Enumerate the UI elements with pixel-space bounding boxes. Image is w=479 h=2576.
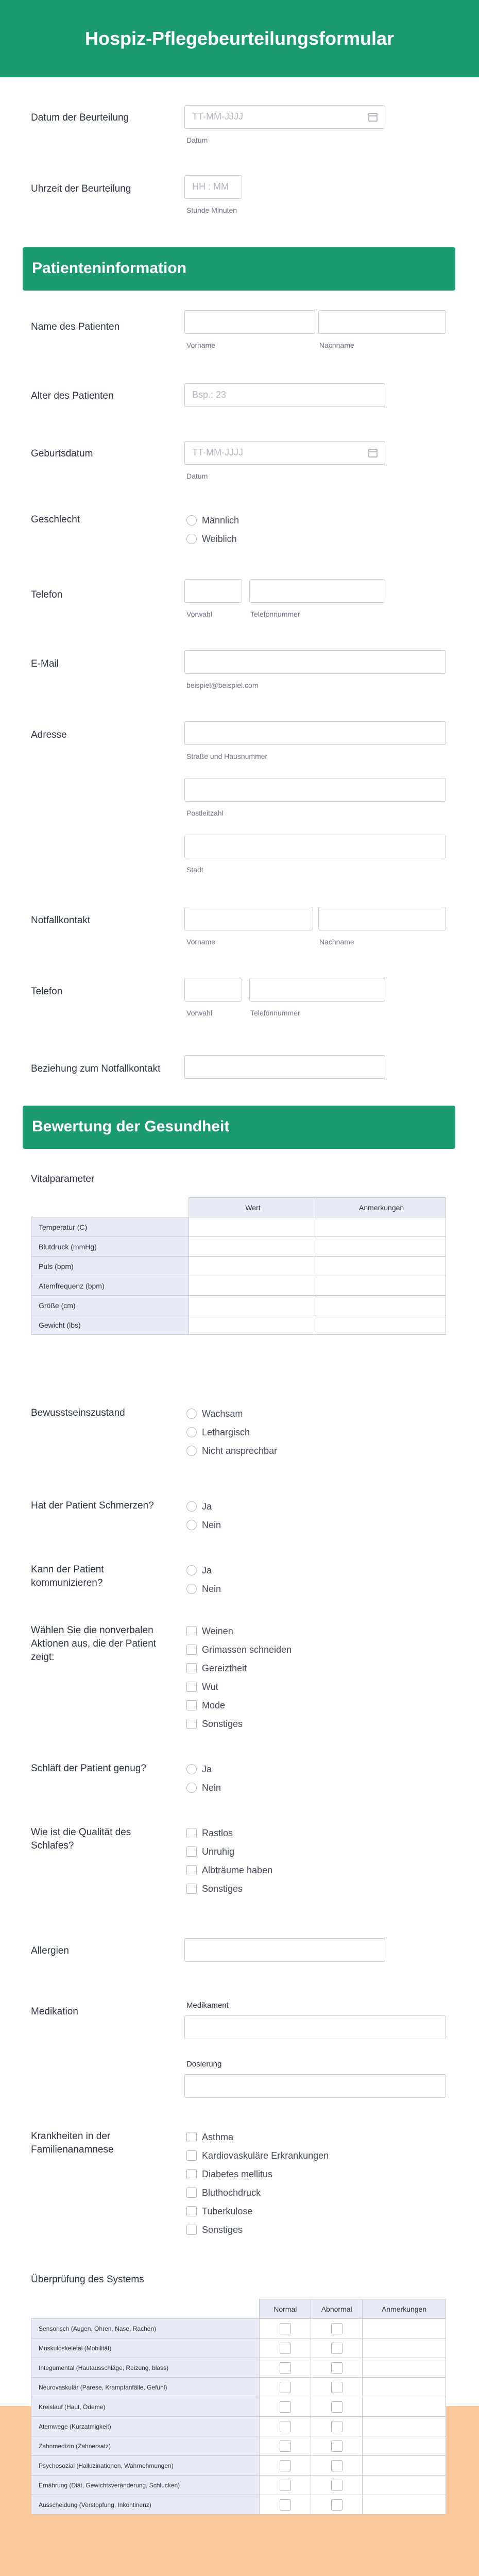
vitals-row-label: Gewicht (lbs) bbox=[31, 1315, 189, 1335]
sleep-quality-option[interactable]: Albträume haben bbox=[186, 1864, 272, 1876]
vitals-value-cell[interactable] bbox=[189, 1276, 317, 1296]
vitals-notes-cell[interactable] bbox=[317, 1315, 446, 1335]
assessment-time-placeholder: HH : MM bbox=[192, 181, 229, 192]
nonverbal-option[interactable]: Grimassen schneiden bbox=[186, 1643, 292, 1656]
communicate-label: Kann der Patient kommunizieren? bbox=[31, 1564, 104, 1588]
table-row bbox=[31, 2319, 446, 2338]
vitals-row-label: Größe (cm) bbox=[31, 1296, 189, 1315]
systems-corner bbox=[31, 2299, 260, 2319]
patient-first-sublabel: Vorname bbox=[186, 341, 216, 349]
phone-number-sublabel: Telefonnummer bbox=[250, 610, 300, 618]
table-row bbox=[31, 2378, 446, 2397]
checkbox-icon[interactable] bbox=[331, 2362, 343, 2374]
systems-notes-cell[interactable] bbox=[363, 2397, 446, 2417]
systems-notes-cell[interactable] bbox=[363, 2495, 446, 2515]
table-row bbox=[31, 1276, 446, 1296]
patient-first-name-input[interactable] bbox=[184, 310, 315, 334]
checkbox-icon[interactable] bbox=[280, 2499, 291, 2511]
systems-row-label: Kreislauf (Haut, Ödeme) bbox=[31, 2397, 260, 2417]
assessment-date-sublabel: Datum bbox=[186, 136, 208, 144]
family-history-option[interactable]: Asthma bbox=[186, 2131, 233, 2143]
medication-med-label: Medikament bbox=[186, 2001, 229, 2010]
table-row bbox=[31, 2338, 446, 2358]
checkbox-icon[interactable] bbox=[331, 2480, 343, 2491]
radio-icon[interactable] bbox=[186, 1409, 197, 1419]
table-row bbox=[31, 1217, 446, 1237]
systems-notes-cell[interactable] bbox=[363, 2476, 446, 2495]
vitals-value-cell[interactable] bbox=[189, 1257, 317, 1276]
sleep-quality-label: Wie ist die Qualität des Schlafes? bbox=[31, 1827, 131, 1851]
checkbox-icon[interactable] bbox=[186, 1626, 197, 1636]
vitals-notes-cell[interactable] bbox=[317, 1276, 446, 1296]
vitals-label: Vitalparameter bbox=[31, 1174, 95, 1184]
checkbox-icon[interactable] bbox=[280, 2362, 291, 2374]
assessment-date-input[interactable] bbox=[184, 105, 385, 129]
pain-option-no[interactable]: Nein bbox=[186, 1519, 221, 1531]
checkbox-icon[interactable] bbox=[280, 2441, 291, 2452]
address-city-sublabel: Stadt bbox=[186, 866, 203, 874]
section-patient-title: Patienteninformation bbox=[32, 260, 187, 277]
vitals-notes-cell[interactable] bbox=[317, 1217, 446, 1237]
emergency-phone-label: Telefon bbox=[31, 986, 63, 997]
vitals-notes-cell[interactable] bbox=[317, 1257, 446, 1276]
systems-row-label: Muskuloskeletal (Mobilität) bbox=[31, 2338, 260, 2358]
medication-dose-input[interactable] bbox=[184, 2074, 446, 2098]
checkbox-icon[interactable] bbox=[280, 2480, 291, 2491]
checkbox-icon[interactable] bbox=[186, 1865, 197, 1875]
table-row bbox=[31, 1296, 446, 1315]
address-label: Adresse bbox=[31, 730, 67, 740]
systems-notes-cell[interactable] bbox=[363, 2417, 446, 2436]
vitals-notes-cell[interactable] bbox=[317, 1296, 446, 1315]
systems-row-label: Ausscheidung (Verstopfung, Inkontinenz) bbox=[31, 2495, 260, 2515]
email-sublabel: beispiel@beispiel.com bbox=[186, 681, 259, 689]
checkbox-icon[interactable] bbox=[186, 2150, 197, 2161]
checkbox-icon[interactable] bbox=[331, 2460, 343, 2471]
allergies-input[interactable] bbox=[184, 1938, 385, 1962]
gender-option-male[interactable]: Männlich bbox=[186, 514, 239, 527]
emergency-first-sublabel: Vorname bbox=[186, 938, 216, 946]
allergies-label: Allergien bbox=[31, 1945, 69, 1956]
sleep-quality-option[interactable]: Sonstiges bbox=[186, 1883, 243, 1895]
systems-row-label: Psychosozial (Halluzinationen, Wahrnehmungen) bbox=[31, 2456, 260, 2476]
address-zip-input[interactable] bbox=[184, 778, 446, 802]
checkbox-icon[interactable] bbox=[280, 2382, 291, 2393]
checkbox-icon[interactable] bbox=[186, 2169, 197, 2179]
family-history-option[interactable]: Sonstiges bbox=[186, 2224, 243, 2236]
systems-header-row bbox=[31, 2299, 446, 2319]
radio-icon[interactable] bbox=[186, 1427, 197, 1437]
assessment-time-label: Uhrzeit der Beurteilung bbox=[31, 183, 131, 194]
sleep-quality-option[interactable]: Rastlos bbox=[186, 1827, 233, 1839]
systems-notes-cell[interactable] bbox=[363, 2319, 446, 2338]
vitals-col-value: Wert bbox=[189, 1198, 317, 1217]
phone-area-sublabel: Vorwahl bbox=[186, 610, 212, 618]
checkbox-icon[interactable] bbox=[186, 2132, 197, 2142]
sleep-quality-option[interactable]: Unruhig bbox=[186, 1845, 234, 1858]
checkbox-icon[interactable] bbox=[331, 2421, 343, 2432]
nonverbal-option[interactable]: Mode bbox=[186, 1699, 225, 1711]
checkbox-icon[interactable] bbox=[186, 1884, 197, 1894]
checkbox-icon[interactable] bbox=[331, 2499, 343, 2511]
emergency-phone-area-sublabel: Vorwahl bbox=[186, 1009, 212, 1017]
address-street-sublabel: Straße und Hausnummer bbox=[186, 752, 268, 760]
systems-notes-cell[interactable] bbox=[363, 2358, 446, 2378]
vitals-row-label: Temperatur (C) bbox=[31, 1217, 189, 1237]
checkbox-icon[interactable] bbox=[186, 1645, 197, 1655]
nonverbal-option[interactable]: Gereiztheit bbox=[186, 1662, 247, 1674]
vitals-value-cell[interactable] bbox=[189, 1237, 317, 1257]
radio-icon[interactable] bbox=[186, 1446, 197, 1456]
radio-icon[interactable] bbox=[186, 1520, 197, 1530]
patient-name-label: Name des Patienten bbox=[31, 321, 120, 332]
family-history-option[interactable]: Kardiovaskuläre Erkrankungen bbox=[186, 2149, 329, 2162]
family-history-option[interactable]: Bluthochdruck bbox=[186, 2187, 261, 2199]
table-row bbox=[31, 2476, 446, 2495]
checkbox-icon[interactable] bbox=[186, 1700, 197, 1710]
form-card bbox=[0, 77, 479, 2509]
systems-notes-cell[interactable] bbox=[363, 2456, 446, 2476]
table-row bbox=[31, 2436, 446, 2456]
calendar-icon[interactable] bbox=[368, 449, 378, 457]
nonverbal-option[interactable]: Weinen bbox=[186, 1625, 233, 1637]
vitals-row-label: Puls (bpm) bbox=[31, 1257, 189, 1276]
assessment-date-label: Datum der Beurteilung bbox=[31, 112, 129, 123]
radio-icon[interactable] bbox=[186, 1783, 197, 1793]
phone-label: Telefon bbox=[31, 589, 63, 600]
checkbox-icon[interactable] bbox=[186, 1663, 197, 1673]
checkbox-icon[interactable] bbox=[280, 2401, 291, 2413]
form-header bbox=[0, 0, 479, 77]
radio-icon[interactable] bbox=[186, 1501, 197, 1512]
address-street-input[interactable] bbox=[184, 721, 446, 745]
checkbox-icon[interactable] bbox=[331, 2441, 343, 2452]
systems-notes-cell[interactable] bbox=[363, 2378, 446, 2397]
checkbox-icon[interactable] bbox=[280, 2460, 291, 2471]
patient-last-sublabel: Nachname bbox=[319, 341, 354, 349]
checkbox-icon[interactable] bbox=[280, 2343, 291, 2354]
section-patient bbox=[23, 247, 455, 291]
systems-row-label: Atemwege (Kurzatmigkeit) bbox=[31, 2417, 260, 2436]
gender-option-female[interactable]: Weiblich bbox=[186, 533, 237, 545]
communicate-option-no[interactable]: Nein bbox=[186, 1583, 221, 1595]
vitals-value-cell[interactable] bbox=[189, 1217, 317, 1237]
address-zip-sublabel: Postleitzahl bbox=[186, 809, 224, 817]
nonverbal-option[interactable]: Wut bbox=[186, 1681, 218, 1693]
systems-label: Überprüfung des Systems bbox=[31, 2274, 144, 2285]
systems-col-notes: Anmerkungen bbox=[363, 2299, 446, 2319]
vitals-value-cell[interactable] bbox=[189, 1315, 317, 1335]
section-health bbox=[23, 1106, 455, 1149]
emergency-relation-input[interactable] bbox=[184, 1055, 385, 1079]
phone-number-input[interactable] bbox=[249, 579, 385, 603]
consciousness-option[interactable]: Lethargisch bbox=[186, 1426, 250, 1438]
systems-row-label: Sensorisch (Augen, Ohren, Nase, Rachen) bbox=[31, 2319, 260, 2338]
table-row bbox=[31, 1315, 446, 1335]
consciousness-label: Bewusstseinszustand bbox=[31, 1408, 125, 1418]
vitals-row-label: Atemfrequenz (bpm) bbox=[31, 1276, 189, 1296]
table-row bbox=[31, 1257, 446, 1276]
checkbox-icon[interactable] bbox=[186, 1846, 197, 1857]
birth-date-sublabel: Datum bbox=[186, 472, 208, 480]
calendar-icon[interactable] bbox=[368, 113, 378, 122]
checkbox-icon[interactable] bbox=[186, 2206, 197, 2216]
emergency-last-sublabel: Nachname bbox=[319, 938, 354, 946]
emergency-phone-area-input[interactable] bbox=[184, 978, 242, 1002]
assessment-time-input[interactable] bbox=[184, 175, 242, 199]
emergency-phone-number-sublabel: Telefonnummer bbox=[250, 1009, 300, 1017]
table-row bbox=[31, 2397, 446, 2417]
systems-row-label: Ernährung (Diät, Gewichtsveränderung, Schlucken) bbox=[31, 2476, 260, 2495]
systems-row-label: Zahnmedizin (Zahnersatz) bbox=[31, 2436, 260, 2456]
checkbox-icon[interactable] bbox=[280, 2421, 291, 2432]
checkbox-icon[interactable] bbox=[186, 1828, 197, 1838]
systems-row-label: Neurovaskulär (Parese, Krampfanfälle, Gefühl) bbox=[31, 2378, 260, 2397]
checkbox-icon[interactable] bbox=[186, 2225, 197, 2235]
nonverbal-option[interactable]: Sonstiges bbox=[186, 1718, 243, 1730]
form-title: Hospiz-Pflegebeurteilungsformular bbox=[84, 28, 395, 49]
vitals-row-label: Blutdruck (mmHg) bbox=[31, 1237, 189, 1257]
systems-col-normal: Normal bbox=[260, 2299, 311, 2319]
radio-icon[interactable] bbox=[186, 534, 197, 544]
patient-last-name-input[interactable] bbox=[318, 310, 446, 334]
assessment-time-sublabel: Stunde Minuten bbox=[186, 206, 237, 214]
family-history-label: Krankheiten in der Familienanamnese bbox=[31, 2131, 114, 2155]
gender-label: Geschlecht bbox=[31, 514, 80, 525]
emergency-last-input[interactable] bbox=[318, 907, 446, 930]
checkbox-icon[interactable] bbox=[186, 1719, 197, 1729]
checkbox-icon[interactable] bbox=[186, 2188, 197, 2198]
table-row bbox=[31, 2456, 446, 2476]
address-city-input[interactable] bbox=[184, 835, 446, 858]
sleep-enough-label: Schläft der Patient genug? bbox=[31, 1763, 146, 1774]
checkbox-icon[interactable] bbox=[331, 2401, 343, 2413]
table-row bbox=[31, 2358, 446, 2378]
birth-date-input[interactable] bbox=[184, 441, 385, 465]
consciousness-option[interactable]: Nicht ansprechbar bbox=[186, 1445, 277, 1457]
radio-icon[interactable] bbox=[186, 1764, 197, 1774]
checkbox-icon[interactable] bbox=[331, 2382, 343, 2393]
radio-icon[interactable] bbox=[186, 1565, 197, 1575]
age-placeholder: Bsp.: 23 bbox=[192, 389, 227, 400]
checkbox-icon[interactable] bbox=[186, 1682, 197, 1692]
vitals-header-row bbox=[31, 1198, 446, 1217]
sleep-enough-option-yes[interactable]: Ja bbox=[186, 1763, 212, 1775]
family-history-option[interactable]: Diabetes mellitus bbox=[186, 2168, 272, 2180]
nonverbal-label: Wählen Sie die nonverbalen Aktionen aus, die der Patient zeigt: bbox=[31, 1625, 156, 1663]
vitals-table bbox=[31, 1197, 446, 1335]
emergency-contact-label: Notfallkontakt bbox=[31, 915, 91, 926]
birth-date-label: Geburtsdatum bbox=[31, 448, 93, 459]
birth-date-placeholder: TT-MM-JJJJ bbox=[192, 447, 243, 457]
phone-area-input[interactable] bbox=[184, 579, 242, 603]
assessment-date-placeholder: TT-MM-JJJJ bbox=[192, 111, 243, 122]
emergency-phone-number-input[interactable] bbox=[249, 978, 385, 1002]
email-input[interactable] bbox=[184, 650, 446, 674]
emergency-first-input[interactable] bbox=[184, 907, 313, 930]
vitals-corner bbox=[31, 1198, 189, 1217]
email-label: E-Mail bbox=[31, 658, 59, 669]
systems-notes-cell[interactable] bbox=[363, 2436, 446, 2456]
checkbox-icon[interactable] bbox=[331, 2343, 343, 2354]
table-row bbox=[31, 1237, 446, 1257]
vitals-col-notes: Anmerkungen bbox=[317, 1198, 446, 1217]
consciousness-option[interactable]: Wachsam bbox=[186, 1408, 243, 1420]
medication-label: Medikation bbox=[31, 2006, 78, 2017]
medication-med-input[interactable] bbox=[184, 2015, 446, 2039]
emergency-relation-label: Beziehung zum Notfallkontakt bbox=[31, 1063, 161, 1074]
systems-notes-cell[interactable] bbox=[363, 2338, 446, 2358]
systems-row-label: Integumental (Hautausschläge, Reizung, blass) bbox=[31, 2358, 260, 2378]
pain-label: Hat der Patient Schmerzen? bbox=[31, 1500, 154, 1511]
checkbox-icon[interactable] bbox=[331, 2323, 343, 2334]
checkbox-icon[interactable] bbox=[280, 2323, 291, 2334]
radio-icon[interactable] bbox=[186, 1584, 197, 1594]
sleep-enough-option-no[interactable]: Nein bbox=[186, 1782, 221, 1794]
section-health-title: Bewertung der Gesundheit bbox=[32, 1118, 230, 1135]
age-label: Alter des Patienten bbox=[31, 391, 114, 401]
table-row bbox=[31, 2495, 446, 2515]
family-history-option[interactable]: Tuberkulose bbox=[186, 2205, 252, 2217]
systems-col-abnormal: Abnormal bbox=[311, 2299, 363, 2319]
vitals-value-cell[interactable] bbox=[189, 1296, 317, 1315]
radio-icon[interactable] bbox=[186, 515, 197, 526]
vitals-notes-cell[interactable] bbox=[317, 1237, 446, 1257]
table-row bbox=[31, 2417, 446, 2436]
medication-dose-label: Dosierung bbox=[186, 2060, 222, 2069]
systems-table bbox=[31, 2299, 446, 2515]
communicate-option-yes[interactable]: Ja bbox=[186, 1564, 212, 1577]
age-input[interactable] bbox=[184, 383, 385, 407]
pain-option-yes[interactable]: Ja bbox=[186, 1500, 212, 1513]
